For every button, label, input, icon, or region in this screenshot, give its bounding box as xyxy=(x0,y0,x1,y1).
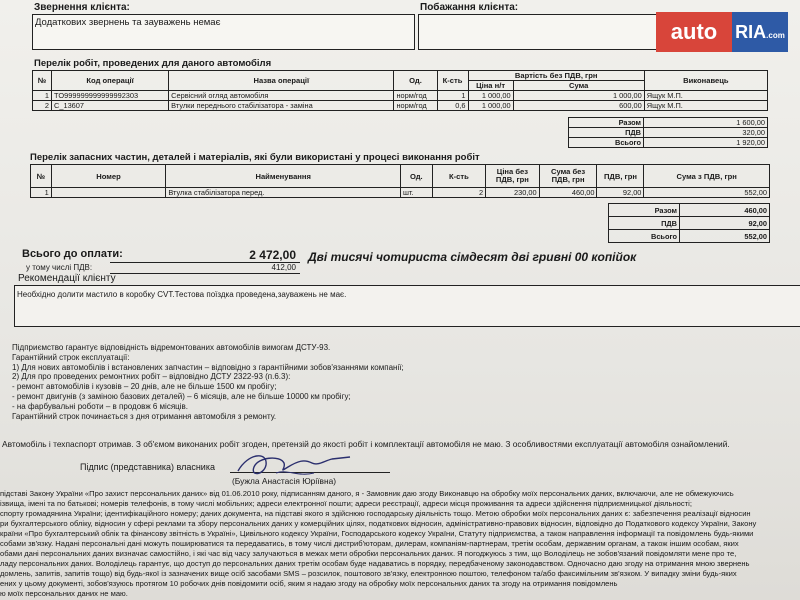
legal-line: країни «Про бухгалтерський облік та фінансову звітність в Україні», Цивільного кодексу України, Господарського кодексу України, Статуту підприємства, а також направлення інформації та повідомлень будь-якими xyxy=(0,529,754,538)
table-row xyxy=(569,118,768,128)
works-cell: C_13607 xyxy=(52,101,169,111)
works-header-sum: Сума xyxy=(513,81,644,91)
table-row xyxy=(569,138,768,148)
parts-cell: 460,00 xyxy=(539,188,597,198)
recommendations-text: Необхідно долити мастило в коробку CVT.Тестова поїздка проведена,зауважень не має. xyxy=(17,290,347,299)
legal-consent-block xyxy=(0,489,800,599)
vat-value: 412,00 xyxy=(271,263,296,272)
works-title: Перелік робіт, проведених для даного автомобіля xyxy=(34,58,272,69)
total-label: Всього до оплати: xyxy=(22,248,123,260)
signature-label: Підпис (представника) власника xyxy=(80,462,215,472)
logo-ria-text: RIA xyxy=(735,22,767,42)
warranty-line: 1) Для нових автомобілів і встановлених запчастин – відповідно з гарантійними зобов'язаннями компанії; xyxy=(12,362,404,372)
works-cell: Ящук М.П. xyxy=(644,91,767,101)
works-totals xyxy=(568,117,768,148)
table-row xyxy=(33,91,768,101)
parts-cell: 552,00 xyxy=(644,188,770,198)
works-header-name: Назва операції xyxy=(169,71,394,91)
works-header-qty: К-сть xyxy=(437,71,468,91)
totals-value: 552,00 xyxy=(680,230,770,243)
complaints-value: Додаткових звернень та зауважень немає xyxy=(35,17,221,28)
complaints-label: Звернення клієнта: xyxy=(34,2,130,13)
works-cell: 1 000,00 xyxy=(468,101,513,111)
table-row xyxy=(609,217,770,230)
works-cell: 1 xyxy=(437,91,468,101)
warranty-line: 2) Для про проведених ремонтних робіт – відповідно ДСТУ 2322-93 (п.6.3): xyxy=(12,372,291,382)
table-row xyxy=(609,230,770,243)
works-header-cost: Вартість без ПДВ, грн xyxy=(468,71,644,81)
works-cell: Втулки переднього стабілізатора - заміна xyxy=(169,101,394,111)
works-cell: норм/год xyxy=(394,101,437,111)
parts-header-qty: К-сть xyxy=(432,165,485,188)
parts-cell xyxy=(51,188,166,198)
works-cell: норм/год xyxy=(394,91,437,101)
parts-cell: 230,00 xyxy=(486,188,539,198)
works-cell: Ящук М.П. xyxy=(644,101,767,111)
legal-line: ю моїх персональних даних не маю. xyxy=(0,589,128,598)
wishes-label: Побажання клієнта: xyxy=(420,2,519,13)
warranty-line: Гарантійний строк експлуатації: xyxy=(12,352,130,362)
works-cell: TO999999999999992303 xyxy=(52,91,169,101)
works-header-price: Ціна н/т xyxy=(468,81,513,91)
totals-label: Разом xyxy=(569,118,644,128)
warranty-line: - на фарбувальні роботи – в продовж 6 місяців. xyxy=(12,401,188,411)
totals-value: 92,00 xyxy=(680,217,770,230)
works-cell: 600,00 xyxy=(513,101,644,111)
totals-label: ПДВ xyxy=(569,128,644,138)
signature-name: (Бужла Анастасія Юріївна) xyxy=(232,476,337,486)
legal-line: собами зв'язку. Надані персональні дані можуть поширюватися та передаватись, в тому числі дистриб'юторам, дилерам, компаніям-партнерам, третім особам, державним органам, а також іншим особам, яких xyxy=(0,539,739,548)
works-cell: 1 000,00 xyxy=(513,91,644,101)
parts-header-total: Сума з ПДВ, грн xyxy=(644,165,770,188)
parts-table xyxy=(30,164,770,198)
parts-header-no: № xyxy=(31,165,52,188)
totals-label: ПДВ xyxy=(609,217,680,230)
legal-line: ених у цьому документі, зобов'язуюсь протягом 10 робочих днів повідомити осіб, яким я надаю згоду на обробку моїх персональних даних та згоду на отримання повідомлень xyxy=(0,579,618,588)
works-cell: 2 xyxy=(33,101,52,111)
totals-label: Разом xyxy=(609,204,680,217)
vat-underline xyxy=(110,273,300,274)
warranty-line: - ремонт автомобілів і кузовів – 20 днів, але не більше 1500 км пробігу; xyxy=(12,382,277,392)
totals-label: Всього xyxy=(569,138,644,148)
total-value: 2 472,00 xyxy=(249,248,296,262)
totals-value: 320,00 xyxy=(644,128,768,138)
table-row xyxy=(569,128,768,138)
warranty-line: Підприємство гарантує відповідність відремонтованих автомобілів вимогам ДСТУ-93. xyxy=(12,343,331,352)
works-header-unit: Од. xyxy=(394,71,437,91)
legal-line: ізвища, імені та по батькові; номерів телефонів, в тому числі мобільних; адреси електронної пошти; адреси реєстрації, адреси місця проживання та адреси здійснення підприємницької діяльності; xyxy=(0,499,692,508)
totals-value: 1 920,00 xyxy=(644,138,768,148)
acceptance-text: Автомобіль і техпаспорт отримав. З об'ємом виконаних робіт згоден, претензій до якості робіт і комплектації автомобіля не маю. З особливостями експлуатації автомобіля ознайомлений. xyxy=(2,439,730,449)
parts-header-unit: Од. xyxy=(401,165,433,188)
totals-value: 1 600,00 xyxy=(644,118,768,128)
logo-suffix: .com xyxy=(766,31,785,40)
parts-header-name: Найменування xyxy=(166,165,401,188)
warranty-line: - ремонт двигунів (з заміною базових деталей) – 6 місяців, але не більше 10000 км пробігу; xyxy=(12,391,351,401)
parts-header-number: Номер xyxy=(51,165,166,188)
works-cell: 1 xyxy=(33,91,52,101)
legal-line: спорту громадянина України; ідентифікаційного номеру; даних документа, на підставі якого я здійснюю господарську діяльність тощо. Метою обробки моїх персональних даних є: забезпечення реалізації відносин xyxy=(0,509,751,518)
works-cell: 0,6 xyxy=(437,101,468,111)
warranty-block xyxy=(12,343,404,421)
vat-label: у тому числі ПДВ: xyxy=(26,263,93,272)
parts-title: Перелік запасних частин, деталей і матеріалів, які були використані у процесі виконання робіт xyxy=(30,152,480,163)
table-row xyxy=(33,101,768,111)
table-row xyxy=(609,204,770,217)
complaints-box xyxy=(32,14,415,50)
total-words: Дві тисячі чотириста сімдесят дві гривні 00 копійок xyxy=(308,250,637,264)
works-header-no: № xyxy=(33,71,52,91)
parts-cell: 1 xyxy=(31,188,52,198)
legal-line: ладу персональних даних. Володілець гарантує, що доступ до персональних даних третім особам буде надаватись в порядку, передбаченому законодавством. Одночасно даю згоду на отримання мною звернень xyxy=(0,559,750,568)
parts-header-price: Ціна без ПДВ, грн xyxy=(486,165,539,188)
parts-cell: Втулка стабілізатора перед. xyxy=(166,188,401,198)
parts-totals xyxy=(608,203,770,243)
recommendations-box xyxy=(14,285,800,327)
warranty-line: Гарантійний строк починається з дня отримання автомобіля з ремонту. xyxy=(12,411,277,421)
works-table xyxy=(32,70,768,111)
wishes-box xyxy=(418,14,659,50)
legal-line: підставі Закону України «Про захист персональних даних» від 01.06.2010 року, підписанням даного, я - Замовник даю згоду Виконавцю на обробку моїх персональних даних, включаючи, але не обмежуючись xyxy=(0,489,734,498)
totals-label: Всього xyxy=(609,230,680,243)
totals-value: 460,00 xyxy=(680,204,770,217)
logo-ria-block xyxy=(732,12,788,52)
parts-cell: 92,00 xyxy=(597,188,644,198)
autoria-logo xyxy=(656,12,788,52)
parts-header-sum: Сума без ПДВ, грн xyxy=(539,165,597,188)
recommendations-label: Рекомендації клієнту xyxy=(18,273,116,284)
table-row xyxy=(31,188,770,198)
works-header-executor: Виконавець xyxy=(644,71,767,91)
parts-cell: 2 xyxy=(432,188,485,198)
works-cell: Сервісний огляд автомобіля xyxy=(169,91,394,101)
parts-cell: шт. xyxy=(401,188,433,198)
legal-line: обами дані персональних даних визначає самостійно, і які час від часу залучаються в межах мети обробки персональних даних. Я погоджуюсь з тим, що Володілець не зобов'язаний повідомляти мене про те, xyxy=(0,549,737,558)
logo-auto-text: auto xyxy=(656,12,732,52)
works-header-code: Код операції xyxy=(52,71,169,91)
legal-line: ри бухгалтерського обліку, відносин у сфері реклами та збору персональних даних у комерційних цілях, податкових відносин, адміністративно-правових відносин, відповідно до Податкового кодексу України, Закону xyxy=(0,519,757,528)
works-cell: 1 000,00 xyxy=(468,91,513,101)
legal-line: домлень, запитів, запитів тощо) від будь-якої із зазначених вище осіб засобами SMS – розсилок, поштового зв'язку, електронною поштою, телефоном та/або факсимільним зв'язком. У випадку зміни будь-яких xyxy=(0,569,737,578)
parts-header-vat: ПДВ, грн xyxy=(597,165,644,188)
